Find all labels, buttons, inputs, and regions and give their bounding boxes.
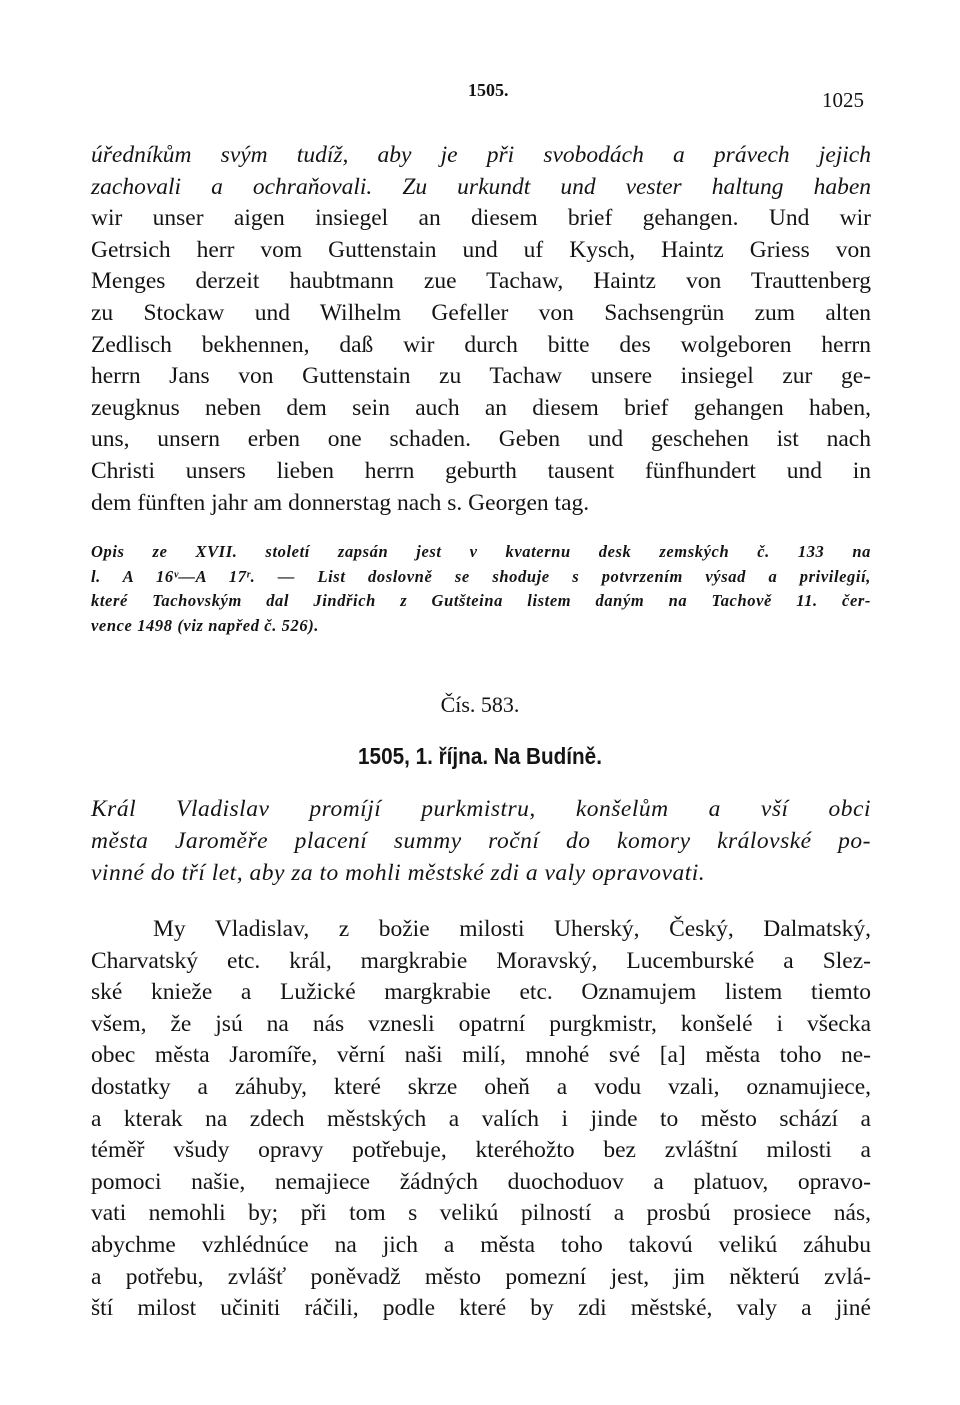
text-line: zu Stockaw und Wilhelm Gefeller von Sachsengrün zum alten <box>91 299 871 326</box>
text-line <box>91 172 871 204</box>
note-line: l. A 16ᵛ—A 17ʳ. — List doslovně se shoduje s potvrzením výsad a privilegií, <box>91 566 871 586</box>
text-line: a kterak na zdech městských a valích i jinde to město schází a <box>91 1105 871 1132</box>
text-line: Getrsich herr vom Guttenstain und uf Kysch, Haintz Griess von <box>91 236 871 263</box>
text-line: Menges derzeit haubtmann zue Tachaw, Haintz von Trauttenberg <box>91 268 871 295</box>
text-line: pomoci našie, nemajiece žádných duochoduov a platuov, opravo- <box>91 1168 871 1195</box>
text-line <box>91 140 871 172</box>
text-line: My Vladislav, z božie milosti Uherský, Český, Dalmatský, <box>153 916 871 942</box>
italic-text: úředníkům svým tudíž, aby je při svobodách a právech jejich <box>91 142 871 168</box>
text-line: ští milost učiniti ráčili, podle které by zdi městské, valy a jiné <box>91 1295 871 1322</box>
note-line: které Tachovským dal Jindřich z Gutšteina listem daným na Tachově 11. čer- <box>91 591 871 610</box>
summary-line: vinné do tří let, aby za to mohli městské zdi a valy opravovati. <box>91 859 706 886</box>
text-line: wir unser aigen insiegel an diesem brief gehangen. Und wir <box>91 205 871 232</box>
text-line: téměř všudy opravy potřebuje, kteréhožto bez zvláštní milosti a <box>91 1137 871 1164</box>
summary-line: města Jaroměře placení summy roční do komory královské po- <box>91 827 871 854</box>
note-line: vence 1498 (viz napřed č. 526). <box>91 615 320 635</box>
charter-text <box>91 914 871 1325</box>
text-line: uns, unsern erben one schaden. Geben und geschehen ist nach <box>91 426 871 453</box>
text-line: ské knieže a Lužické margkrabie etc. Oznamujem listem tiemto <box>91 979 871 1006</box>
text-line: zeugknus neben dem sein auch an diesem brief gehangen haben, <box>91 394 871 421</box>
note-line: Opis ze XVII. století zapsán jest v kvaternu desk zemských č. 133 na <box>91 542 871 561</box>
page-number: 1025 <box>822 88 864 112</box>
text-line: vati nemohli by; při tom s velikú pilností a prosbú prosiece nás, <box>91 1200 871 1227</box>
intro-paragraph <box>91 140 871 519</box>
text-line: všem, že jsú na nás vznesli opatrní purgkmistr, konšelé i všecka <box>91 1010 871 1037</box>
regest-summary <box>91 794 871 889</box>
text-line: herrn Jans von Guttenstain zu Tachaw unsere insiegel zur ge- <box>91 363 871 390</box>
text-line: obec města Jaromíře, věrní naši milí, mnohé své [a] města toho ne- <box>91 1042 871 1069</box>
text-line: dem fünften jahr am donnerstag nach s. Georgen tag. <box>91 489 590 516</box>
text-line: a potřebu, zvlášť poněvadž město pomezní jest, jim některú zvlá- <box>91 1263 871 1290</box>
text-line: Christi unsers lieben herrn geburth tausent fünfhundert und in <box>91 457 871 484</box>
italic-text: zachovali a ochraňovali. Zu urkundt und vester haltung haben <box>91 173 871 200</box>
summary-line: Král Vladislav promíjí purkmistru, konšelům a vší obci <box>91 796 871 822</box>
running-head-year: 1505. <box>468 80 509 100</box>
text-line: Zedlisch bekhennen, daß wir durch bitte des wolgeboren herrn <box>91 331 871 358</box>
document-date-place: 1505, 1. října. Na Budíně. <box>358 743 602 769</box>
text-line: abychme vzhlédnúce na jich a města toho takovú velikú záhubu <box>91 1231 871 1258</box>
source-note <box>91 540 871 638</box>
text-line: Charvatský etc. král, margkrabie Moravský, Lucemburské a Slez- <box>91 947 871 974</box>
document-number: Čís. 583. <box>440 692 520 717</box>
text-line: dostatky a záhuby, které skrze oheň a vodu vzali, oznamujiece, <box>91 1073 871 1100</box>
